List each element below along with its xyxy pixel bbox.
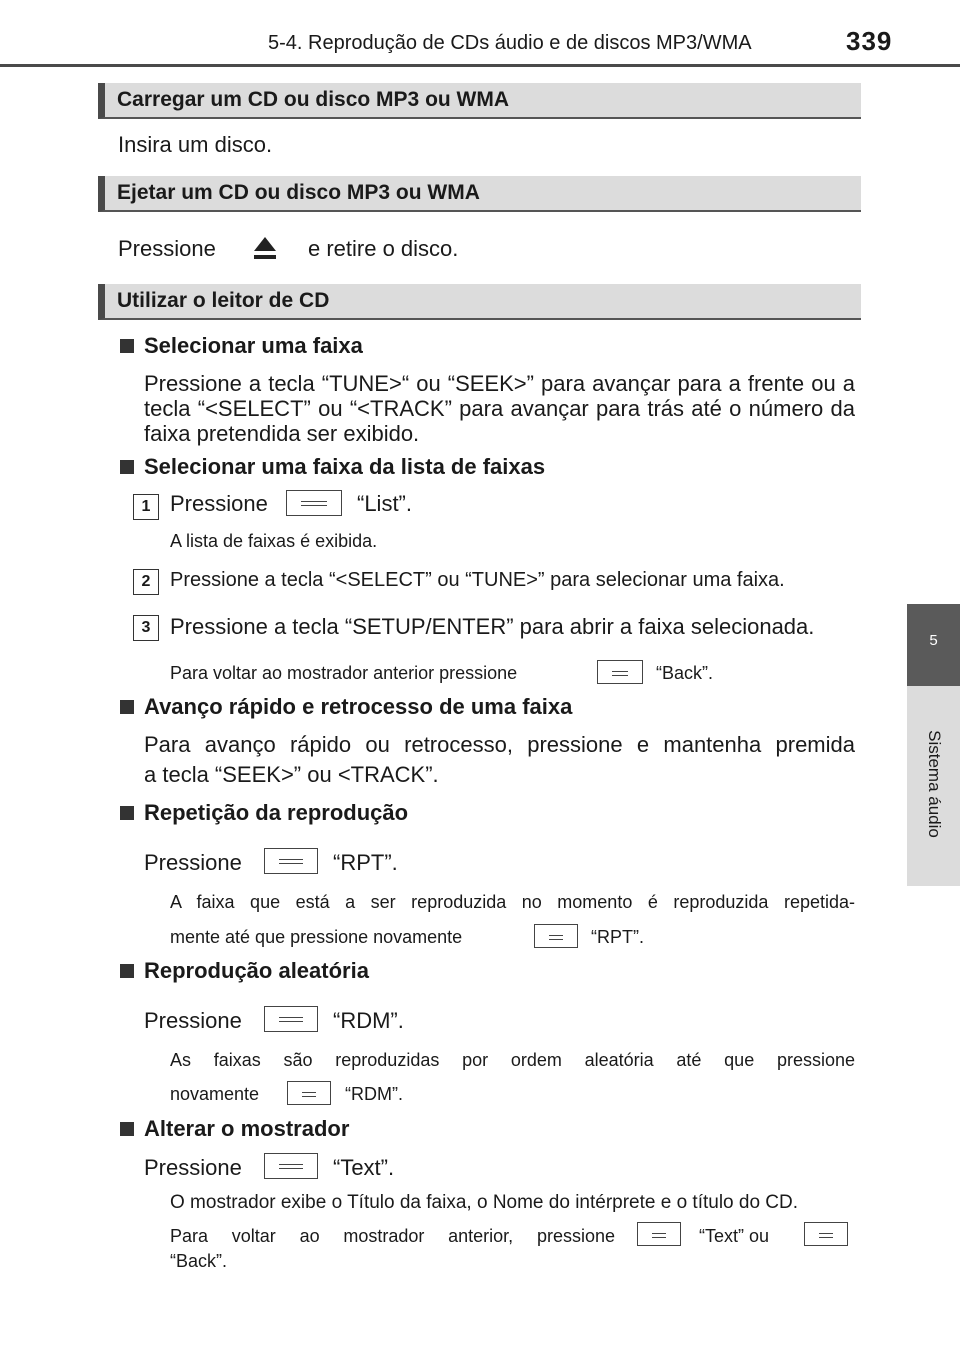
- chapter-number: 5: [929, 632, 938, 649]
- step1-text-before: Pressione: [170, 491, 268, 516]
- back-note-before: Para voltar ao mostrador anterior pressione: [170, 663, 518, 683]
- screen-button-icon: [287, 1081, 331, 1105]
- section-header-eject: [98, 176, 861, 212]
- section-title: Carregar um CD ou disco MP3 ou WMA: [117, 88, 510, 111]
- step-number-2: 2: [133, 569, 159, 595]
- random-text-before: Pressione: [144, 1008, 242, 1033]
- repeat-text-before: Pressione: [144, 850, 242, 875]
- display-note2-mid: “Text” ou: [699, 1226, 770, 1246]
- repeat-text-after: “RPT”.: [333, 850, 398, 875]
- bullet-square: [120, 339, 134, 353]
- screen-button-icon: [264, 1153, 318, 1179]
- heading-repeat: Repetição da reprodução: [144, 800, 409, 825]
- page-number: 339: [846, 26, 893, 56]
- section-title: Ejetar um CD ou disco MP3 ou WMA: [117, 181, 480, 204]
- screen-button-icon: [637, 1222, 681, 1246]
- eject-text-after: e retire o disco.: [308, 236, 459, 261]
- header-title: 5-4. Reprodução de CDs áudio e de discos MP3/WMA: [268, 32, 752, 54]
- heading-display: Alterar o mostrador: [144, 1116, 350, 1141]
- step-number-1: 1: [133, 494, 159, 520]
- bullet-square: [120, 700, 134, 714]
- step2-text: Pressione a tecla “<SELECT” ou “TUNE>” para selecionar uma faixa.: [170, 569, 785, 591]
- random-note-before: novamente: [170, 1084, 260, 1104]
- display-note2-after: “Back”.: [170, 1251, 228, 1271]
- ffwd-text-line2: a tecla “SEEK>” ou <TRACK”.: [144, 762, 439, 787]
- eject-text-before: Pressione: [118, 236, 216, 261]
- ffwd-text-line1: Para avanço rápido ou retrocesso, pressione e mantenha premida: [144, 732, 855, 757]
- heading-select-list: Selecionar uma faixa da lista de faixas: [144, 454, 546, 479]
- display-text-before: Pressione: [144, 1155, 242, 1180]
- repeat-note-line1: A faixa que está a ser reproduzida no momento é reproduzida repetida-: [170, 892, 855, 912]
- step3-text: Pressione a tecla “SETUP/ENTER” para abrir a faixa selecionada.: [170, 614, 815, 639]
- screen-button-icon: [286, 490, 342, 516]
- section-header-load: [98, 83, 861, 119]
- screen-button-icon: [264, 1006, 318, 1032]
- display-text-after: “Text”.: [333, 1155, 395, 1180]
- display-note1: O mostrador exibe o Título da faixa, o Nome do intérprete e o título do CD.: [170, 1192, 799, 1213]
- random-note-line1: As faixas são reproduzidas por ordem aleatória até que pressione: [170, 1050, 855, 1070]
- repeat-note-after: “RPT”.: [591, 927, 644, 947]
- screen-button-icon: [264, 848, 318, 874]
- eject-icon: [252, 235, 278, 261]
- step-number-3: 3: [133, 615, 159, 641]
- random-text-after: “RDM”.: [333, 1008, 404, 1033]
- header-divider: [0, 64, 960, 67]
- step1-text-after: “List”.: [357, 491, 412, 516]
- display-note2-before: Para voltar ao mostrador anterior, pressione: [170, 1226, 615, 1246]
- repeat-note-before: mente até que pressione novamente: [170, 927, 463, 947]
- back-note-after: “Back”.: [656, 663, 714, 683]
- screen-button-icon: [534, 924, 578, 948]
- chapter-label: Sistema áudio: [925, 730, 944, 838]
- bullet-square: [120, 964, 134, 978]
- section-header-cd-player: [98, 284, 861, 320]
- bullet-square: [120, 806, 134, 820]
- random-note-after: “RDM”.: [345, 1084, 403, 1104]
- section-title: Utilizar o leitor de CD: [117, 289, 330, 312]
- step1-note: A lista de faixas é exibida.: [170, 531, 378, 551]
- bullet-square: [120, 1122, 134, 1136]
- heading-random: Reprodução aleatória: [144, 958, 369, 983]
- bullet-square: [120, 460, 134, 474]
- screen-button-icon: [597, 660, 643, 684]
- select-track-text: Pressione a tecla “TUNE>“ ou “SEEK>” para avançar para a frente ou a tecla “<SELECT” ou “<TRACK” para avançar para trás até o número da faixa pretendida ser exibido.: [144, 371, 855, 446]
- screen-button-icon: [804, 1222, 848, 1246]
- load-instruction: Insira um disco.: [118, 132, 273, 157]
- heading-select-track: Selecionar uma faixa: [144, 333, 363, 358]
- heading-fast-forward: Avanço rápido e retrocesso de uma faixa: [144, 694, 573, 719]
